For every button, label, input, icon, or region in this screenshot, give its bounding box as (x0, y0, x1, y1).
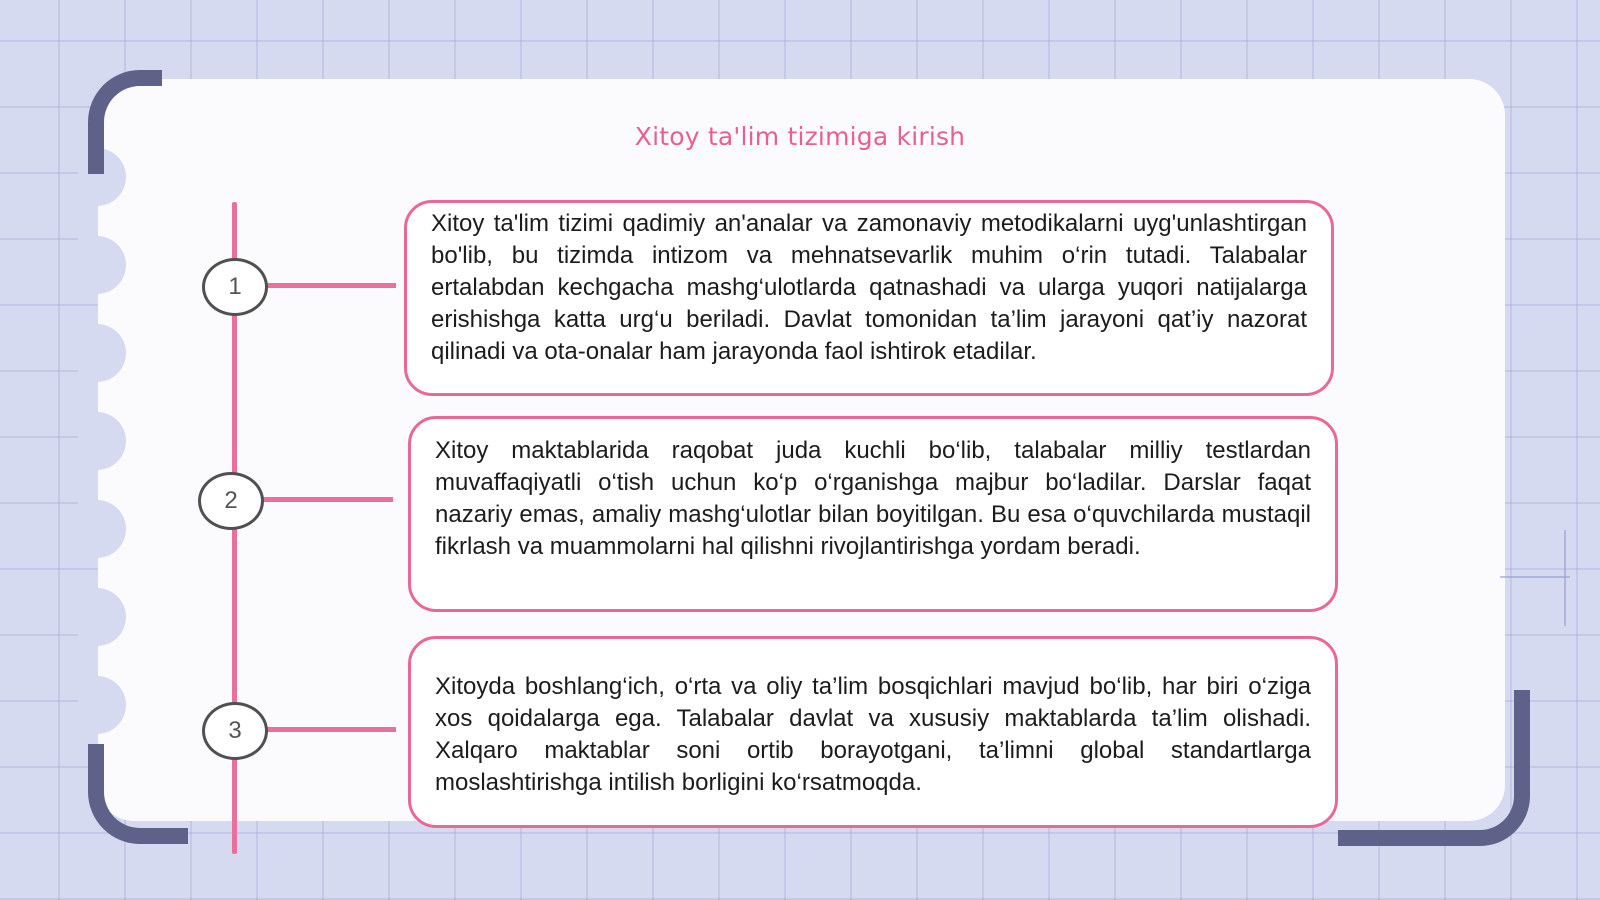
timeline-card-3 (408, 636, 1338, 828)
timeline-marker-2: 2 (198, 472, 264, 530)
timeline-marker-3: 3 (202, 702, 268, 760)
timeline-card-2 (408, 416, 1338, 612)
timeline-card-text: Xitoy maktablarida raqobat juda kuchli bo‘lib, talabalar milliy testlardan muvaffaqiyatli o‘tish uchun ko‘p o‘rganishga majbur bo‘ladilar. Darslar faqat nazariy emas, amaliy mashg‘ulotlar bilan boyitilgan. Bu esa o‘quvchilarda mustaqil fikrlash va muammolarni hal qilishni rivojlantirishga yordam beradi. (435, 437, 1311, 560)
slide-title: Xitoy ta'lim tizimiga kirish (634, 122, 966, 151)
timeline-card-text: Xitoy ta'lim tizimi qadimiy an'analar va zamonaviy metodikalarni uyg'unlashtirgan bo'lib, bu tizimda intizom va mehnatsevarlik muhim o‘rin tutadi. Talabalar ertalabdan kechgacha mashg‘ulotlarda qatnashadi va ularga yuqori natijalarga erishishga katta urg‘u beriladi. Davlat tomonidan ta’lim jarayoni qat’iy nazorat qilinadi va ota-onalar ham jarayonda faol ishtirok etadilar. (431, 210, 1307, 365)
timeline-card-1 (404, 200, 1334, 396)
timeline-marker-1: 1 (202, 258, 268, 316)
timeline-connector (262, 283, 396, 288)
frame-corner-top-left (88, 70, 162, 174)
frame-corner-bottom-left (88, 744, 188, 844)
timeline-connector (259, 497, 393, 502)
frame-corner-bottom-right (1338, 690, 1530, 846)
grid-cross-mark (1564, 530, 1566, 626)
timeline-card-text: Xitoyda boshlang‘ich, o‘rta va oliy ta’lim bosqichlari mavjud bo‘lib, har biri o‘ziga xos qoidalarga ega. Talabalar davlat va xususiy maktablarda ta’lim olishadi. Xalqaro maktablar soni ortib borayotgani, ta’limni global standartlarga moslashtirishga intilish borligini ko‘rsatmoqda. (435, 673, 1311, 796)
grid-cross-mark (1500, 576, 1570, 578)
timeline-connector (262, 727, 396, 732)
